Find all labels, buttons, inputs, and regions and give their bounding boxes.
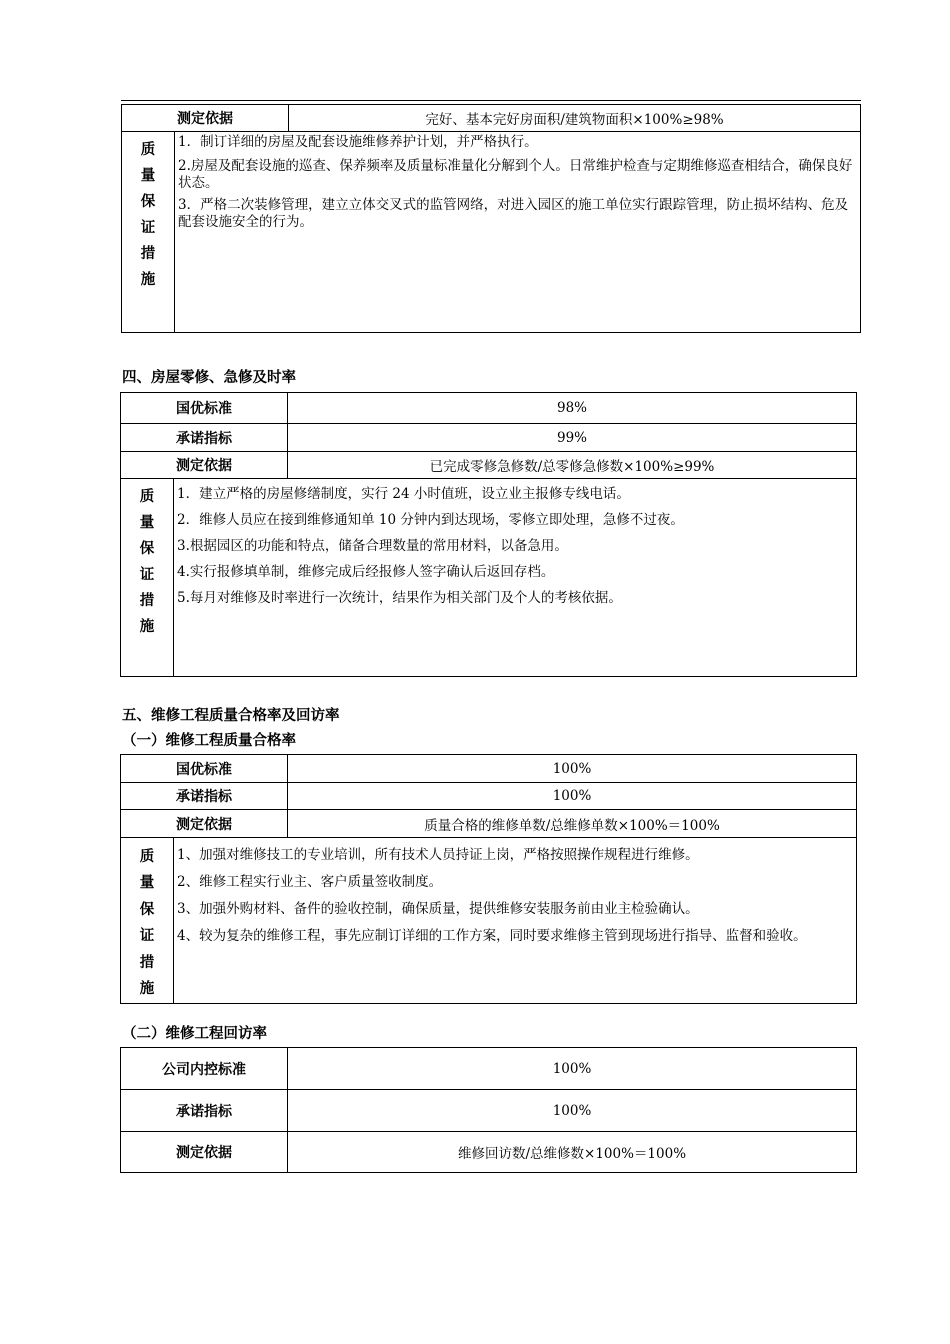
- maintenance-table-2: [120, 392, 857, 677]
- measure-item: 3.根据园区的功能和特点，储备合理数量的常用材料，以备急用。: [177, 537, 568, 554]
- side-char: 质: [139, 488, 155, 505]
- measure-item: 3．严格二次装修管理，建立立体交叉式的监管网络，对进入园区的施工单位实行跟踪管理，防止损坏结构、危及配套设施安全的行为。: [178, 196, 849, 230]
- row-value: 100%: [288, 783, 857, 810]
- quality-assurance-label: [122, 131, 175, 332]
- top-border-line: [121, 100, 861, 101]
- side-char: 保: [139, 540, 155, 557]
- maintenance-table-1: [121, 104, 861, 333]
- side-char: 措: [140, 245, 156, 262]
- row-label: 公司内控标准: [121, 1048, 288, 1090]
- side-char: 证: [139, 566, 155, 583]
- side-char: 质: [140, 141, 156, 158]
- measures-content: [174, 478, 857, 676]
- quality-assurance-label: [121, 478, 174, 676]
- row-value: 已完成零修急修数/总零修急修数×100%≥99%: [288, 452, 857, 479]
- measure-item: 4.实行报修填单制，维修完成后经报修人签字确认后返回存档。: [177, 563, 555, 580]
- row-label: 承诺指标: [121, 1090, 288, 1132]
- side-char: 措: [139, 954, 155, 971]
- side-char: 质: [139, 848, 155, 865]
- measure-item: 3、加强外购材料、备件的验收控制，确保质量，提供维修安装服务前由业主检验确认。: [177, 900, 699, 917]
- row-label: 测定依据: [121, 1132, 288, 1173]
- basis-label: 测定依据: [122, 105, 289, 132]
- row-value: 99%: [288, 424, 857, 452]
- row-label: 承诺指标: [121, 783, 288, 810]
- measure-item: 5.每月对维修及时率进行一次统计，结果作为相关部门及个人的考核依据。: [177, 589, 622, 606]
- side-char: 施: [139, 981, 155, 998]
- section-5-2-heading: （二）维修工程回访率: [122, 1026, 267, 1042]
- side-char: 量: [139, 875, 155, 892]
- row-label: 国优标准: [121, 755, 288, 783]
- measure-item: 1、加强对维修技工的专业培训，所有技术人员持证上岗，严格按照操作规程进行维修。: [177, 846, 699, 863]
- section-4-heading: 四、房屋零修、急修及时率: [122, 370, 296, 386]
- row-label: 承诺指标: [121, 424, 288, 452]
- side-char: 保: [140, 193, 156, 210]
- measures-content: [175, 131, 861, 332]
- measure-item: 2．维修人员应在接到维修通知单 10 分钟内到达现场，零修立即处理，急修不过夜。: [177, 511, 684, 528]
- side-char: 措: [139, 592, 155, 609]
- row-value: 100%: [288, 1090, 857, 1132]
- measures-content: [174, 837, 857, 1003]
- row-value: 100%: [288, 1048, 857, 1090]
- measure-item: 1．制订详细的房屋及配套设施维修养护计划，并严格执行。: [178, 133, 538, 150]
- row-label: 测定依据: [121, 452, 288, 479]
- row-value: 100%: [288, 755, 857, 783]
- maintenance-table-4: [120, 1047, 857, 1173]
- measure-item: 4、较为复杂的维修工程，事先应制订详细的工作方案，同时要求维修主管到现场进行指导、监督和验收。: [177, 927, 807, 944]
- side-char: 施: [139, 618, 155, 635]
- measure-item: 2.房屋及配套设施的巡查、保养频率及质量标准量化分解到个人。日常维护检查与定期维修巡查相结合，确保良好状态。: [178, 157, 853, 191]
- side-char: 证: [140, 219, 156, 236]
- maintenance-table-3: [120, 754, 857, 1004]
- section-5-1-heading: （一）维修工程质量合格率: [122, 733, 296, 749]
- side-char: 施: [140, 271, 156, 288]
- side-char: 量: [139, 514, 155, 531]
- quality-assurance-label: [121, 837, 174, 1003]
- basis-value: 完好、基本完好房面积/建筑物面积×100%≥98%: [289, 105, 861, 132]
- measure-item: 2、维修工程实行业主、客户质量签收制度。: [177, 873, 443, 890]
- side-char: 量: [140, 167, 156, 184]
- row-value: 维修回访数/总维修数×100%＝100%: [288, 1132, 857, 1173]
- side-char: 证: [139, 928, 155, 945]
- row-label: 国优标准: [121, 393, 288, 424]
- row-value: 质量合格的维修单数/总维修单数×100%＝100%: [288, 810, 857, 838]
- section-5-heading: 五、维修工程质量合格率及回访率: [122, 708, 340, 724]
- row-value: 98%: [288, 393, 857, 424]
- measure-item: 1．建立严格的房屋修缮制度，实行 24 小时值班，设立业主报修专线电话。: [177, 485, 630, 502]
- row-label: 测定依据: [121, 810, 288, 838]
- side-char: 保: [139, 901, 155, 918]
